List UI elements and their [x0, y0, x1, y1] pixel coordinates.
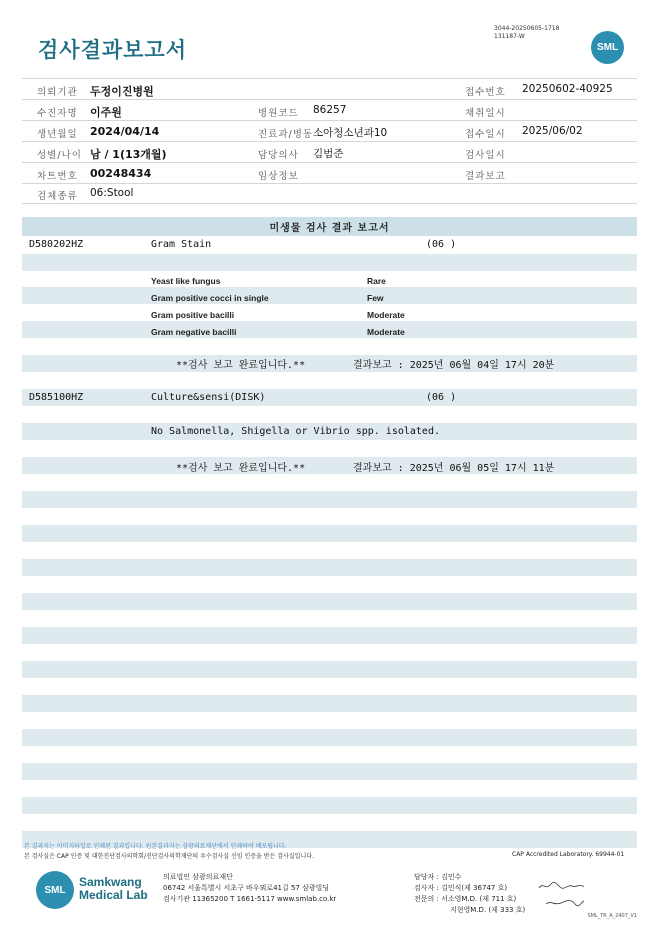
row-stripe — [22, 491, 637, 508]
divider — [22, 99, 637, 100]
footer-note-image: 본 결과지는 이미지파일로 인쇄된 결과입니다. 원본결과지는 삼광의료재단에서 인쇄하여 배포됩니다. — [24, 843, 287, 850]
test2-name: Culture&sensi(DISK) — [151, 392, 266, 403]
signature-mark — [545, 898, 585, 908]
doctor-value: 김범준 — [313, 148, 344, 160]
hosp-code-label: 병원코드 — [258, 108, 299, 119]
row-stripe — [22, 321, 637, 338]
row-stripe — [22, 797, 637, 814]
hospital-value: 두정이진병원 — [90, 85, 154, 98]
signature — [538, 881, 586, 893]
brand-line2: Medical Lab — [79, 888, 148, 902]
test1-name: Gram Stain — [151, 239, 212, 250]
test2-complete: **검사 보고 완료입니다.** — [176, 463, 306, 474]
patient-label: 수진자명 — [37, 108, 78, 119]
divider — [22, 162, 637, 163]
patient-value: 이주원 — [90, 106, 122, 119]
row-stripe — [22, 763, 637, 780]
test2-report-time: 결과보고 : 2025년 06월 05일 17시 11분 — [353, 463, 555, 474]
footer-tester: 검사자 : 김민식(제 36747 호) — [414, 884, 508, 892]
hosp-code-value: 86257 — [313, 104, 347, 116]
test1-result: Few — [367, 293, 384, 303]
exam-date-label: 검사일시 — [465, 150, 506, 161]
doctor-label: 담당의사 — [258, 150, 299, 161]
test1-result: Rare — [367, 276, 386, 286]
row-stripe — [22, 287, 637, 304]
section-title: 미생물 검사 결과 보고서 — [22, 217, 637, 236]
footer-specialist1: 전문의 : 서소영M.D. (제 711 호) — [414, 895, 517, 903]
footer-staff: 담당자 : 김민수 — [414, 873, 462, 881]
row-stripe — [22, 661, 637, 678]
divider — [22, 203, 637, 204]
footer-sml-logo: SML — [36, 871, 74, 909]
footer-contact: 검사기관 11365200 T 1661-5117 www.smlab.co.kr — [163, 895, 337, 903]
report-code — [494, 25, 559, 41]
divider — [22, 183, 637, 184]
specimen-label: 검체종류 — [37, 191, 78, 202]
receipt-no-label: 접수번호 — [465, 87, 506, 98]
chart-value: 00248434 — [90, 167, 152, 180]
test1-item: Gram positive bacilli — [151, 310, 235, 320]
report-code-line1: 3044-20250605-1718 — [494, 25, 560, 32]
dept-value: 소아청소년과10 — [313, 127, 388, 139]
test1-specimen: (06 ) — [426, 239, 457, 250]
hospital-label: 의뢰기관 — [37, 87, 78, 98]
report-code-line2: 131187-W — [494, 33, 525, 40]
test1-result: Moderate — [367, 310, 405, 320]
row-stripe — [22, 389, 637, 406]
divider — [22, 78, 637, 79]
row-stripe — [22, 254, 637, 271]
footer-note-cap: 본 검사실은 CAP 인증 및 대한진단검사의학회/진단검사의학재단의 우수검사실 신임 인증을 받은 검사실입니다. — [24, 853, 314, 860]
footer-brand — [79, 876, 148, 902]
test1-report-time: 결과보고 : 2025년 06월 04일 17시 20분 — [353, 360, 555, 371]
row-stripe — [22, 729, 637, 746]
page-title: 검사결과보고서 — [38, 38, 188, 62]
test1-complete: **검사 보고 완료입니다.** — [176, 360, 306, 371]
dob-label: 생년월일 — [37, 129, 78, 140]
form-code: SML_TR_A_2407_V1 — [587, 913, 637, 919]
dept-label: 진료과/병동 — [258, 129, 314, 140]
sml-logo: SML — [591, 31, 624, 64]
sex-age-value: 남 / 1(13개월) — [90, 148, 167, 161]
signature-mark — [538, 881, 586, 891]
test2-result: No Salmonella, Shigella or Vibrio spp. isolated. — [151, 426, 440, 437]
footer-address: 06742 서울특별시 서초구 바우뫼로41길 57 삼광빌딩 — [163, 884, 330, 892]
collect-label: 채취일시 — [465, 108, 506, 119]
divider — [22, 141, 637, 142]
test1-result: Moderate — [367, 327, 405, 337]
clinical-label: 임상정보 — [258, 171, 299, 182]
brand-line1: Samkwang — [79, 875, 142, 889]
specimen-value: 06:Stool — [90, 187, 134, 199]
dob-value: 2024/04/14 — [90, 125, 160, 138]
receipt-no-value: 20250602-40925 — [522, 83, 613, 95]
test1-item: Gram positive cocci in single — [151, 293, 269, 303]
row-stripe — [22, 627, 637, 644]
cap-accreditation: CAP Accredited Laboratory. 69944-01 — [512, 851, 625, 858]
footer-specialist2: 지현영M.D. (제 333 호) — [450, 906, 526, 914]
test2-specimen: (06 ) — [426, 392, 457, 403]
test1-item: Gram negative bacilli — [151, 327, 237, 337]
row-stripe — [22, 525, 637, 542]
sex-age-label: 성별/나이 — [37, 150, 82, 161]
receipt-date-label: 접수일시 — [465, 129, 506, 140]
receipt-date-value: 2025/06/02 — [522, 125, 583, 137]
row-stripe — [22, 695, 637, 712]
footer-org: 의료법인 삼광의료재단 — [163, 873, 233, 881]
test1-code: D580202HZ — [29, 239, 84, 250]
signature — [545, 898, 585, 910]
divider — [22, 120, 637, 121]
chart-label: 차트번호 — [37, 171, 78, 182]
test1-item: Yeast like fungus — [151, 276, 221, 286]
test2-code: D585100HZ — [29, 392, 84, 403]
row-stripe — [22, 559, 637, 576]
result-report-label: 결과보고 — [465, 171, 506, 182]
row-stripe — [22, 593, 637, 610]
